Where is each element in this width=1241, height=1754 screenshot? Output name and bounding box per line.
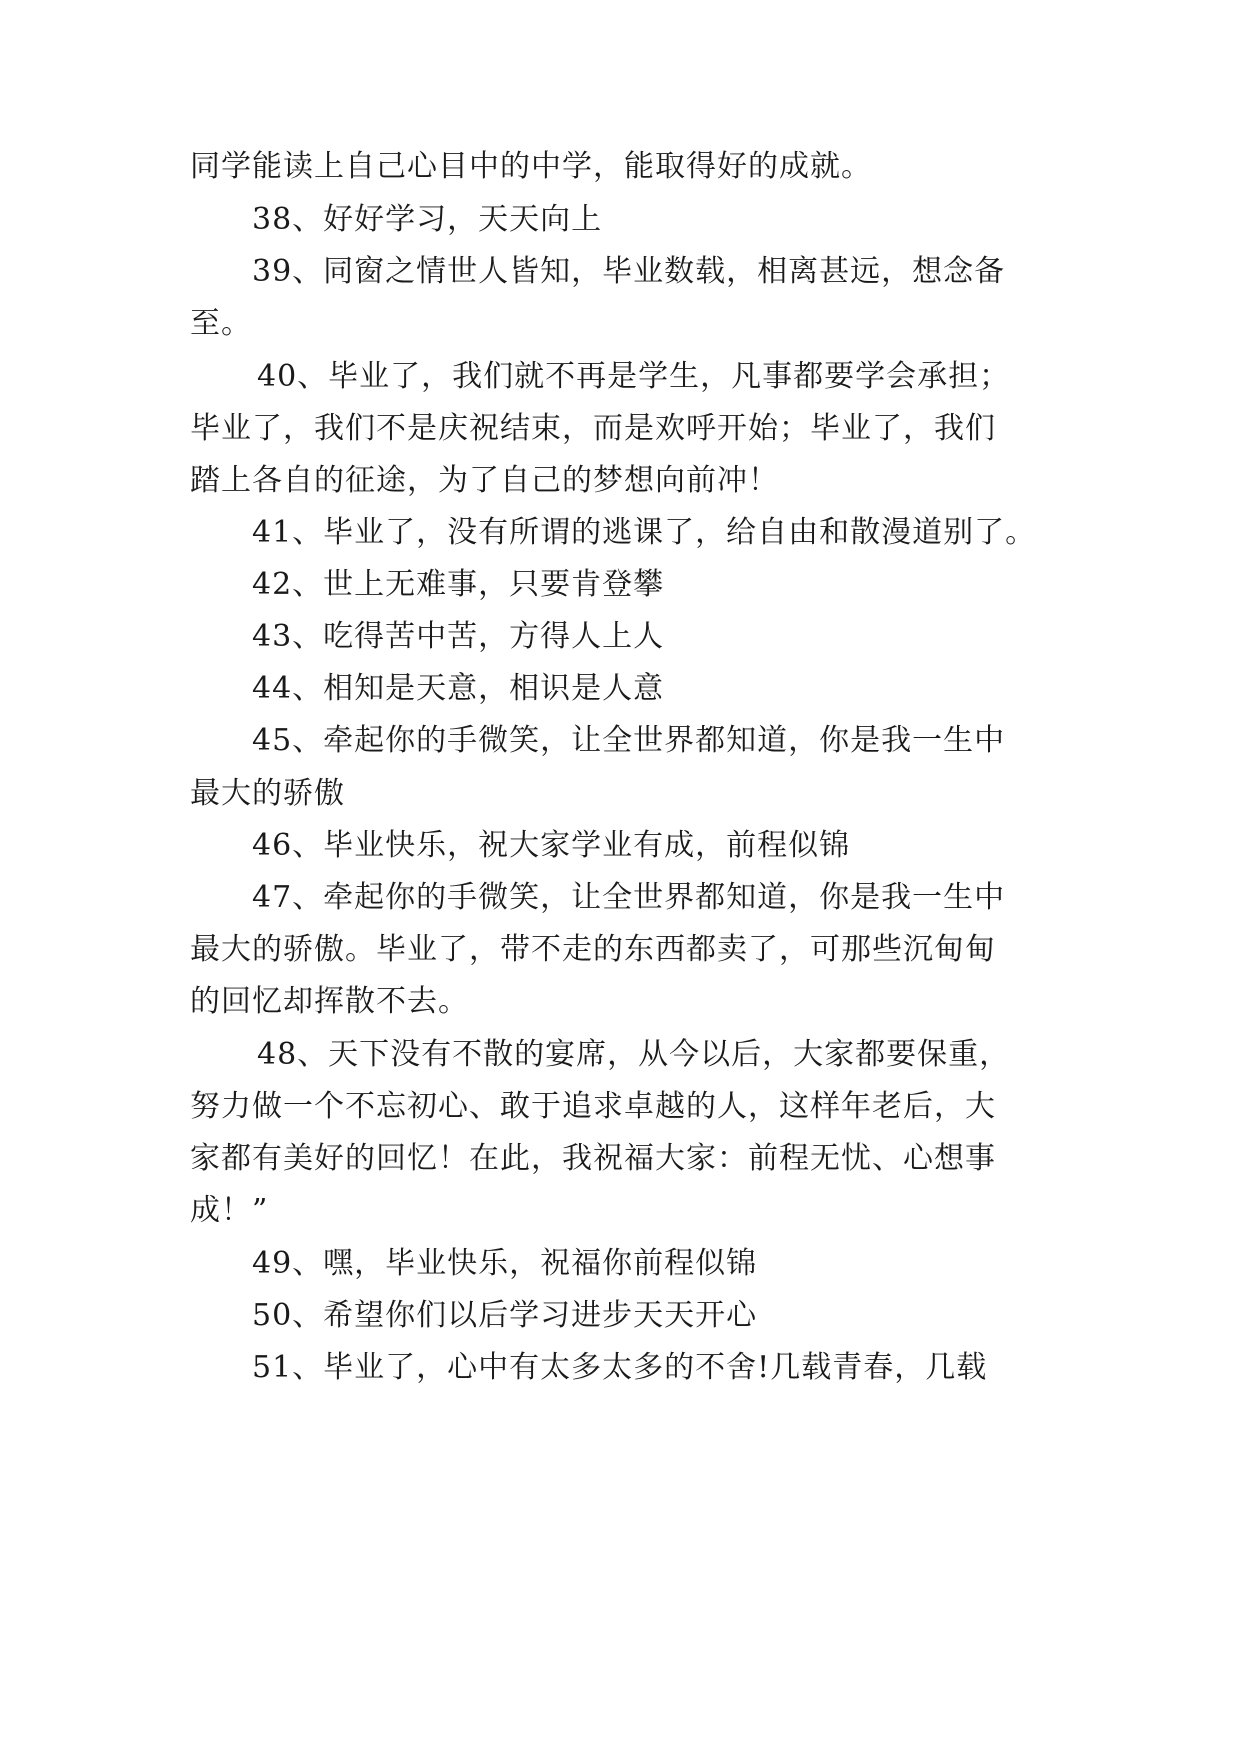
list-item-44: 44、相知是天意，相识是人意 xyxy=(252,671,665,706)
list-item-46: 46、毕业快乐，祝大家学业有成，前程似锦 xyxy=(252,828,851,863)
list-item-40: 40、毕业了，我们就不再是学生，凡事都要学会承担； xyxy=(257,359,1011,394)
paragraph-line: 成！” xyxy=(190,1193,269,1228)
list-item-38: 38、好好学习，天天向上 xyxy=(252,202,603,237)
list-item-48: 48、天下没有不散的宴席，从今以后，大家都要保重， xyxy=(257,1037,1011,1072)
paragraph-line: 的回忆却挥散不去。 xyxy=(190,984,469,1019)
paragraph-line: 毕业了，我们不是庆祝结束，而是欢呼开始；毕业了，我们 xyxy=(190,411,996,446)
list-item-45: 45、牵起你的手微笑，让全世界都知道，你是我一生中 xyxy=(252,723,1006,758)
list-item-50: 50、希望你们以后学习进步天天开心 xyxy=(252,1298,758,1333)
list-item-51: 51、毕业了，心中有太多太多的不舍!几载青春，几载 xyxy=(252,1350,988,1385)
paragraph-line: 最大的骄傲 xyxy=(190,776,345,811)
list-item-47: 47、牵起你的手微笑，让全世界都知道，你是我一生中 xyxy=(252,880,1006,915)
paragraph-line: 踏上各自的征途，为了自己的梦想向前冲！ xyxy=(190,463,779,498)
paragraph-line: 同学能读上自己心目中的中学，能取得好的成就。 xyxy=(190,149,872,184)
list-item-41: 41、毕业了，没有所谓的逃课了，给自由和散漫道别了。 xyxy=(252,515,1037,550)
list-item-39: 39、同窗之情世人皆知，毕业数载，相离甚远，想念备 xyxy=(252,254,1006,289)
paragraph-line: 家都有美好的回忆！在此，我祝福大家：前程无忧、心想事 xyxy=(190,1141,996,1176)
list-item-49: 49、嘿，毕业快乐，祝福你前程似锦 xyxy=(252,1246,758,1281)
paragraph-line: 努力做一个不忘初心、敢于追求卓越的人，这样年老后，大 xyxy=(190,1089,996,1124)
paragraph-line: 最大的骄傲。毕业了，带不走的东西都卖了，可那些沉甸甸 xyxy=(190,932,996,967)
list-item-42: 42、世上无难事，只要肯登攀 xyxy=(252,567,665,602)
paragraph-line: 至。 xyxy=(190,306,252,341)
list-item-43: 43、吃得苦中苦，方得人上人 xyxy=(252,619,665,654)
